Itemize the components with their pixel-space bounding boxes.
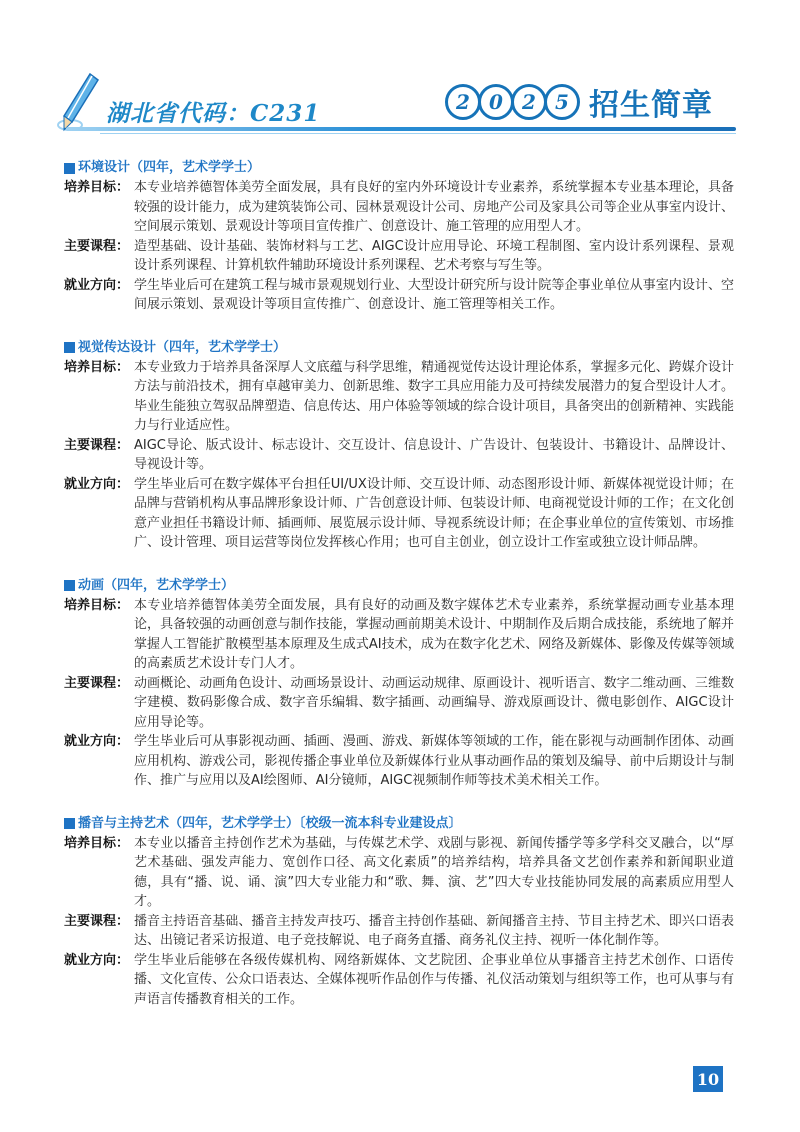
- major-section-visual-communication: [64, 338, 734, 553]
- row-label: 主要课程：: [64, 238, 130, 254]
- row-label: 就业方向：: [64, 476, 130, 492]
- header-divider-thin: [100, 133, 736, 134]
- row-label: 就业方向：: [64, 734, 130, 749]
- page-header: [0, 0, 800, 150]
- major-section-broadcasting-hosting: [64, 814, 734, 1010]
- row-text: 动画概论、动画角色设计、动画场景设计、动画运动规律、原画设计、视听语言、数字二维动画、三维数字建模、数码影像合成、数字音乐编辑、数字插画、动画编导、游戏原画设计、微电影创作、AIGC设计应用导论等。: [134, 675, 734, 730]
- major-list: [64, 158, 734, 1032]
- square-bullet-icon: [64, 163, 75, 174]
- row-label: 主要课程：: [64, 437, 130, 453]
- year-digit: 5: [544, 84, 580, 120]
- training-goal: [64, 834, 734, 912]
- year-digit: 0: [478, 84, 514, 120]
- row-text: 学生毕业后可从事影视动画、插画、漫画、游戏、新媒体等领域的工作，能在影视与动画制作团体、动画应用机构、游戏公司，影视传播企事业单位及新媒体行业从事动画作品的策划及编导、前中后期设计与制作、推广与应用以及AI绘图师、AI分镜师，AIGC视频制作师等技术美术相关工作。: [134, 734, 734, 788]
- row-text: 学生毕业后可在数字媒体平台担任UI/UX设计师、交互设计师、动态图形设计师、新媒体视觉设计师；在品牌与营销机构从事品牌形象设计师、广告创意设计师、包装设计师、电商视觉设计师的工作；在文化创意产业担任书籍设计师、插画师、展览展示设计师、导视系统设计师；在企事业单位的宣传策划、市场推广、设计管理、项目运营等岗位发挥核心作用；也可自主创业，创立设计工作室或独立设计师品牌。: [134, 476, 734, 550]
- row-text: AIGC导论、版式设计、标志设计、交互设计、信息设计、广告设计、包装设计、书籍设计、品牌设计、导视设计等。: [134, 437, 734, 472]
- training-goal: [64, 178, 734, 237]
- major-section-environmental-design: [64, 158, 734, 315]
- square-bullet-icon: [64, 818, 75, 829]
- row-text: 本专业致力于培养具备深厚人文底蕴与科学思维，精通视觉传达设计理论体系，掌握多元化、跨媒介设计方法与前沿技术，拥有卓越审美力、创新思维、数字工具应用能力及可持续发展潜力的复合型设计人才。毕业生能独立驾驭品牌塑造、信息传达、用户体验等领域的综合设计项目，具备突出的创新精神、实践能力与行业适应性。: [134, 359, 734, 433]
- career-direction: [64, 475, 734, 553]
- row-label: 主要课程：: [64, 675, 130, 691]
- career-direction: [64, 732, 734, 791]
- row-label: 主要课程：: [64, 913, 130, 929]
- section-title: 视觉传达设计（四年，艺术学学士）: [64, 338, 734, 358]
- training-goal: [64, 596, 734, 674]
- row-text: 播音主持语音基础、播音主持发声技巧、播音主持创作基础、新闻播音主持、节目主持艺术、即兴口语表达、出镜记者采访报道、电子竞技解说、电子商务直播、商务礼仪主持、视听一体化制作等。: [134, 913, 734, 948]
- main-courses: [64, 912, 734, 951]
- row-text: 学生毕业后能够在各级传媒机构、网络新媒体、文艺院团、企事业单位从事播音主持艺术创作、口语传播、文化宣传、公众口语表达、全媒体视听作品创作与传播、礼仪活动策划与组织等工作，也可从事与有声语言传播教育相关的工作。: [134, 952, 734, 1007]
- main-courses: [64, 436, 734, 475]
- header-divider: [66, 127, 736, 131]
- row-label: 培养目标：: [64, 597, 130, 613]
- training-goal: [64, 358, 734, 436]
- career-direction: [64, 276, 734, 315]
- province-code: 湖北省代码：C231: [106, 100, 321, 127]
- brochure-title: [445, 80, 713, 124]
- row-text: 造型基础、设计基础、装饰材料与工艺、AIGC设计应用导论、环境工程制图、室内设计系列课程、景观设计系列课程、计算机软件辅助环境设计系列课程、艺术考察与写生等。: [134, 238, 734, 273]
- row-text: 本专业以播音主持创作艺术为基础，与传媒艺术学、戏剧与影视、新闻传播学等多学科交叉融合，以“厚艺术基础、强发声能力、宽创作口径、高文化素质”的培养结构，培养具备文艺创作素养和新闻职业道德，具有“播、说、诵、演”四大专业能力和“歌、舞、演、艺”四大专业技能协同发展的高素质应用型人才。: [134, 835, 734, 909]
- row-text: 学生毕业后可在建筑工程与城市景观规划行业、大型设计研究所与设计院等企事业单位从事室内设计、空间展示策划、景观设计等项目宣传推广、创意设计、施工管理等相关工作。: [134, 277, 734, 312]
- major-section-animation: [64, 576, 734, 791]
- guide-title: 招生简章: [589, 88, 713, 123]
- square-bullet-icon: [64, 580, 75, 591]
- page-number: 10: [693, 1066, 723, 1092]
- row-label: 培养目标：: [64, 359, 130, 375]
- row-text: 本专业培养德智体美劳全面发展，具有良好的室内外环境设计专业素养，系统掌握本专业基本理论，具备较强的设计能力，成为建筑装饰公司、园林景观设计公司、房地产公司及家具公司等企业从事室内设计、空间展示策划、景观设计等项目宣传推广、创意设计、施工管理的应用型人才。: [134, 180, 734, 234]
- year-badge: [445, 84, 577, 120]
- row-label: 培养目标：: [64, 180, 130, 195]
- section-title: 播音与主持艺术（四年，艺术学学士）〔校级一流本科专业建设点〕: [64, 814, 734, 834]
- section-title: 环境设计（四年，艺术学学士）: [64, 158, 734, 178]
- year-digit: 2: [445, 84, 481, 120]
- row-label: 就业方向：: [64, 952, 130, 968]
- career-direction: [64, 951, 734, 1010]
- main-courses: [64, 237, 734, 276]
- section-title: 动画（四年，艺术学学士）: [64, 576, 734, 596]
- row-label: 培养目标：: [64, 835, 130, 851]
- year-digit: 2: [511, 84, 547, 120]
- row-label: 就业方向：: [64, 277, 130, 293]
- square-bullet-icon: [64, 342, 75, 353]
- row-text: 本专业培养德智体美劳全面发展，具有良好的动画及数字媒体艺术专业素养，系统掌握动画专业基本理论，具备较强的动画创意与制作技能，掌握动画前期美术设计、中期制作及后期合成技能，系统地了解并掌握人工智能扩散模型基本原理及生成式AI技术，成为在数字化艺术、网络及新媒体、影像及传媒等领域的高素质艺术设计专门人才。: [134, 597, 734, 671]
- main-courses: [64, 674, 734, 733]
